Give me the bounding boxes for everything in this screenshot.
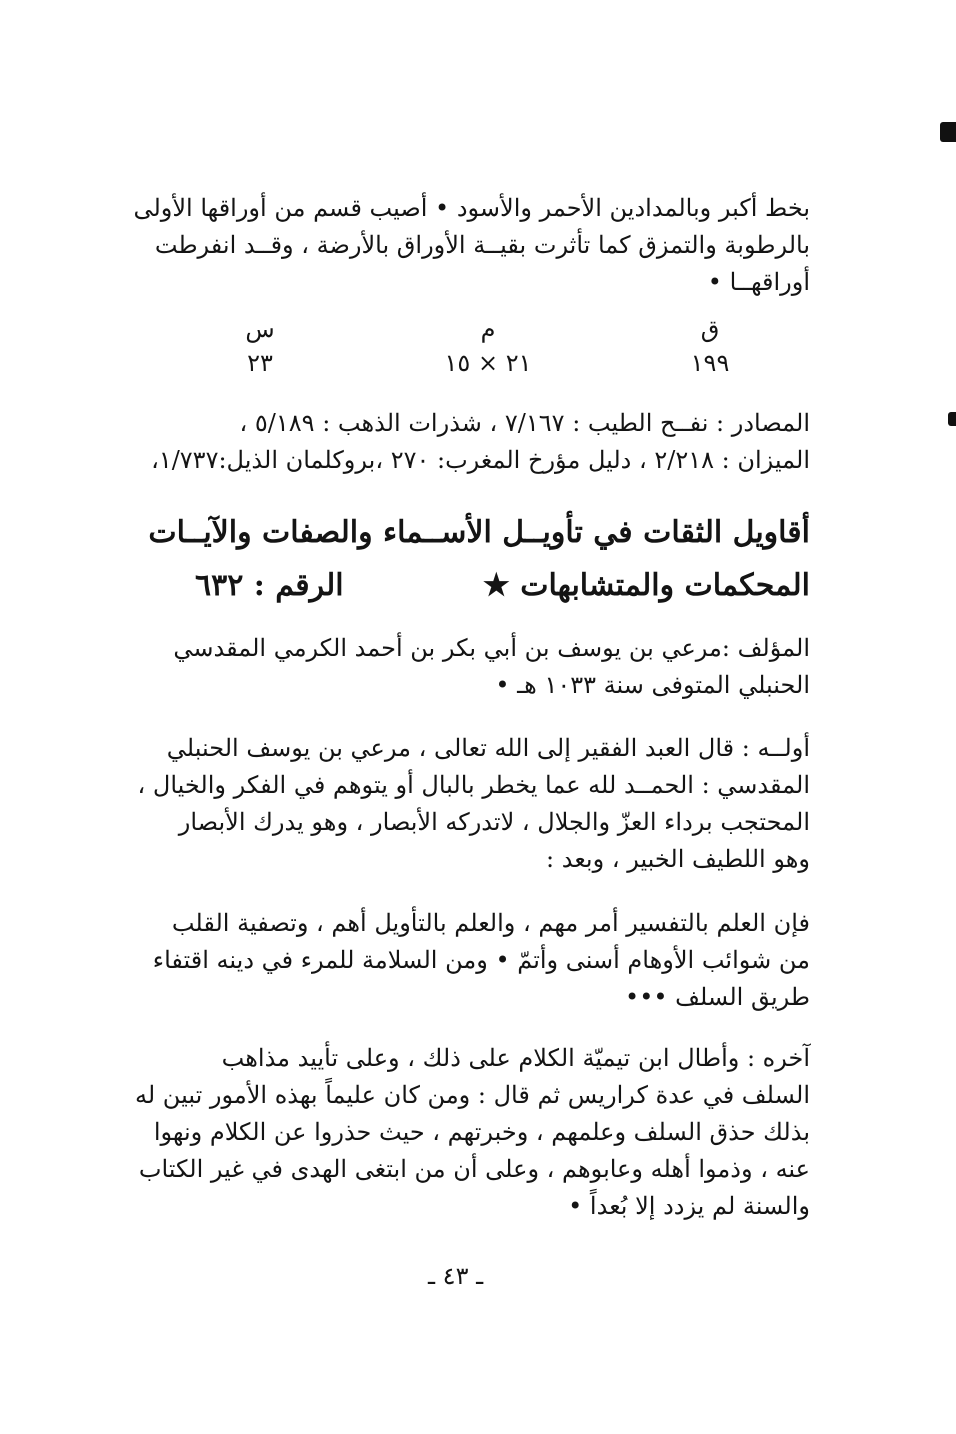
column-leaves [650,315,770,377]
page-edge-mark-top [940,122,956,142]
beginning-line: أولــه : قال العبد الفقير إلى الله تعالى ، مرعي بن يوسف الحنبلي [166,734,810,762]
ending-line: عنه ، وذموا أهله وعابوهم ، وعلى أن من ابتغى الهدى في غير الكتاب [138,1155,810,1183]
continuation-paragraph [152,905,810,1016]
book-title-text: المحكمات والمتشابهات ★ [482,568,810,603]
author-line: المؤلف :مرعي بن يوسف بن أبي بكر بن أحمد الكرمي المقدسي [173,634,810,662]
column-lines [200,315,320,377]
column-value: ٢١ × ١٥ [444,349,532,377]
ending-line: بذلك حذق السلف وعلمهم ، وخبرتهم ، حيث حذروا عن الكلام ونهوا [153,1118,810,1146]
beginning-line: وهو اللطيف الخبير ، وبعد : [546,845,810,873]
page-edge-mark-middle [948,412,956,426]
beginning-line: المحتجب برداء العزّ والجلال ، لاتدركه الأبصار ، وهو يدرك الأبصار [178,808,810,836]
page-number: ـ ٤٣ ـ [428,1262,484,1290]
ending-line: والسنة لم يزدد إلا بُعداً • [568,1192,810,1220]
book-title-line-1: أقاويل الثقات في تأويــل الأســماء والصفات والآيــات [148,515,810,550]
sources-line: المصادر : نفــح الطيب : ٧/١٦٧ ، شذرات الذهب : ٥/١٨٩ ، [239,409,810,437]
beginning-paragraph [137,730,810,878]
continuation-line: فإن العلم بالتفسير أمر مهم ، والعلم بالتأويل أهم ، وتصفية القلب [171,909,810,937]
column-value: ٢٣ [247,349,273,377]
sources-line: الميزان : ٢/٢١٨ ، دليل مؤرخ المغرب: ٢٧٠ ،بروكلمان الذيل:١/٧٣٧، [151,446,810,474]
intro-paragraph [133,190,810,301]
continuation-line: من شوائب الأوهام أسنى وأتمّ • ومن السلامة للمرء في دينه اقتفاء [152,946,810,974]
sources-paragraph [151,405,810,479]
intro-line: بخط أكبر وبالمدادين الأحمر والأسود • أصيب قسم من أوراقها الأولى [133,194,810,222]
column-size [428,315,548,377]
record-number: الرقم : ٦٣٢ [195,568,344,603]
continuation-line: طريق السلف ••• [625,983,810,1011]
intro-line: أوراقهــا • [707,268,810,296]
column-label: س [245,315,275,343]
author-line: الحنبلي المتوفى سنة ١٠٣٣ هـ • [495,671,810,699]
manuscript-details [165,315,810,395]
column-value: ١٩٩ [690,349,730,377]
author-paragraph [165,630,810,704]
intro-line: بالرطوبة والتمزق كما تأثرت بقيــة الأوراق بالأرضة ، وقــد انفرطت [154,231,810,259]
column-label: ق [700,315,720,343]
beginning-line: المقدسي : الحمــد لله عما يخطر بالبال أو يتوهم في الفكر والخيال ، [137,771,810,799]
ending-paragraph [135,1040,810,1225]
ending-line: السلف في عدة كراريس ثم قال : ومن كان عليماً بهذه الأمور تبين له [135,1081,810,1109]
ending-line: آخره : وأطال ابن تيميّة الكلام على ذلك ، وعلى تأييد مذاهب [221,1044,810,1072]
column-label: م [480,315,496,343]
